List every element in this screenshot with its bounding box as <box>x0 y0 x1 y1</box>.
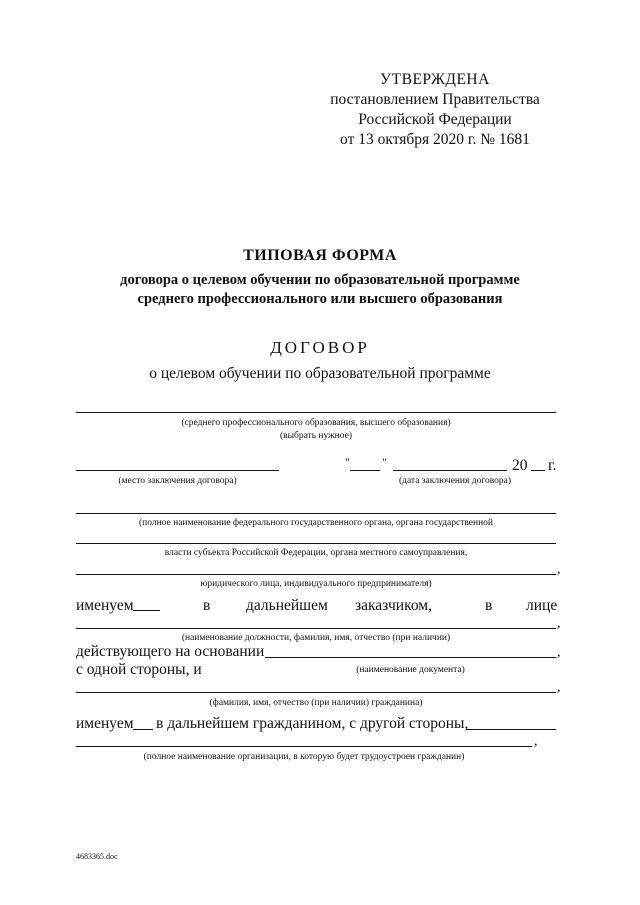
org-caption-3: юридического лица, индивидуального предпринимателя) <box>200 579 432 589</box>
citizen-line[interactable] <box>76 692 556 693</box>
customer-word: заказчиком, <box>355 597 432 614</box>
contract-subtitle: о целевом обучении по образовательной программе <box>149 365 491 382</box>
named-ending-line[interactable] <box>133 610 160 611</box>
person-word: лице <box>526 597 558 614</box>
date-year-suffix: г. <box>548 457 557 474</box>
form-title: ТИПОВАЯ ФОРМА <box>243 247 397 264</box>
org-line-3-comma: , <box>557 562 561 577</box>
one-side-text: с одной стороны, и <box>76 661 202 678</box>
doc-id: 4683365.doc <box>76 852 118 861</box>
named-citizen-text: в дальнейшем гражданином, с другой стороны, <box>156 715 469 732</box>
date-year-prefix: 20 <box>512 457 528 474</box>
date-month-line[interactable] <box>393 470 507 471</box>
approval-block <box>300 70 570 150</box>
program-line[interactable] <box>76 412 556 413</box>
org-line-2[interactable] <box>76 543 556 544</box>
in2-word: в <box>485 597 493 614</box>
document-caption: (наименование документа) <box>356 665 465 675</box>
place-line[interactable] <box>76 470 279 471</box>
basis-line[interactable] <box>265 657 556 658</box>
citizen-caption: (фамилия, имя, отчество (при наличии) гражданина) <box>209 698 423 708</box>
date-caption: (дата заключения договора) <box>398 476 512 486</box>
org-line-3[interactable] <box>76 574 556 575</box>
employer-line-comma: , <box>534 734 538 749</box>
further-word: дальнейшем <box>246 597 328 614</box>
citizen-extra-line[interactable] <box>466 729 556 730</box>
date-day-line[interactable] <box>350 470 380 471</box>
date-year-line[interactable] <box>531 470 545 471</box>
approval-heading: УТВЕРЖДЕНА <box>380 71 490 88</box>
basis-line-comma: , <box>557 645 561 660</box>
approval-line-1: постановлением Правительства <box>330 91 540 108</box>
form-subtitle-line-2: среднего профессионального или высшего образования <box>137 291 503 307</box>
org-caption-1: (полное наименование федерального государственного органа, органа государственной <box>138 518 494 528</box>
program-choice-caption: (выбрать нужное) <box>279 431 353 441</box>
position-line[interactable] <box>76 628 556 629</box>
org-line-1[interactable] <box>76 513 556 514</box>
citizen-line-comma: , <box>557 680 561 695</box>
program-caption: (среднего профессионального образования, высшего образования) <box>181 418 451 428</box>
named-citizen-word: именуем <box>76 715 134 732</box>
place-caption: (место заключения договора) <box>118 476 237 486</box>
org-caption-2: власти субъекта Российской Федерации, органа местного самоуправления, <box>164 548 468 558</box>
form-subtitle-line-1: договора о целевом обучении по образовательной программе <box>120 272 520 288</box>
date-quote-right: " <box>382 455 387 469</box>
date-quote-left: " <box>345 455 350 469</box>
acting-text: действующего на основании <box>76 643 265 660</box>
named-citizen-ending-line[interactable] <box>133 729 153 730</box>
position-line-comma: , <box>557 616 561 631</box>
position-caption: (наименование должности, фамилия, имя, отчество (при наличии) <box>181 633 451 643</box>
employer-line[interactable] <box>76 746 532 747</box>
approval-line-3: от 13 октября 2020 г. № 1681 <box>340 131 530 148</box>
named-word: именуем <box>76 597 134 614</box>
in-word: в <box>203 597 211 614</box>
employer-caption: (полное наименование организации, в которую будет трудоустроен гражданин) <box>143 752 465 762</box>
contract-title: ДОГОВОР <box>270 338 370 357</box>
approval-line-2: Российской Федерации <box>358 111 512 128</box>
form-subtitle <box>40 271 600 309</box>
